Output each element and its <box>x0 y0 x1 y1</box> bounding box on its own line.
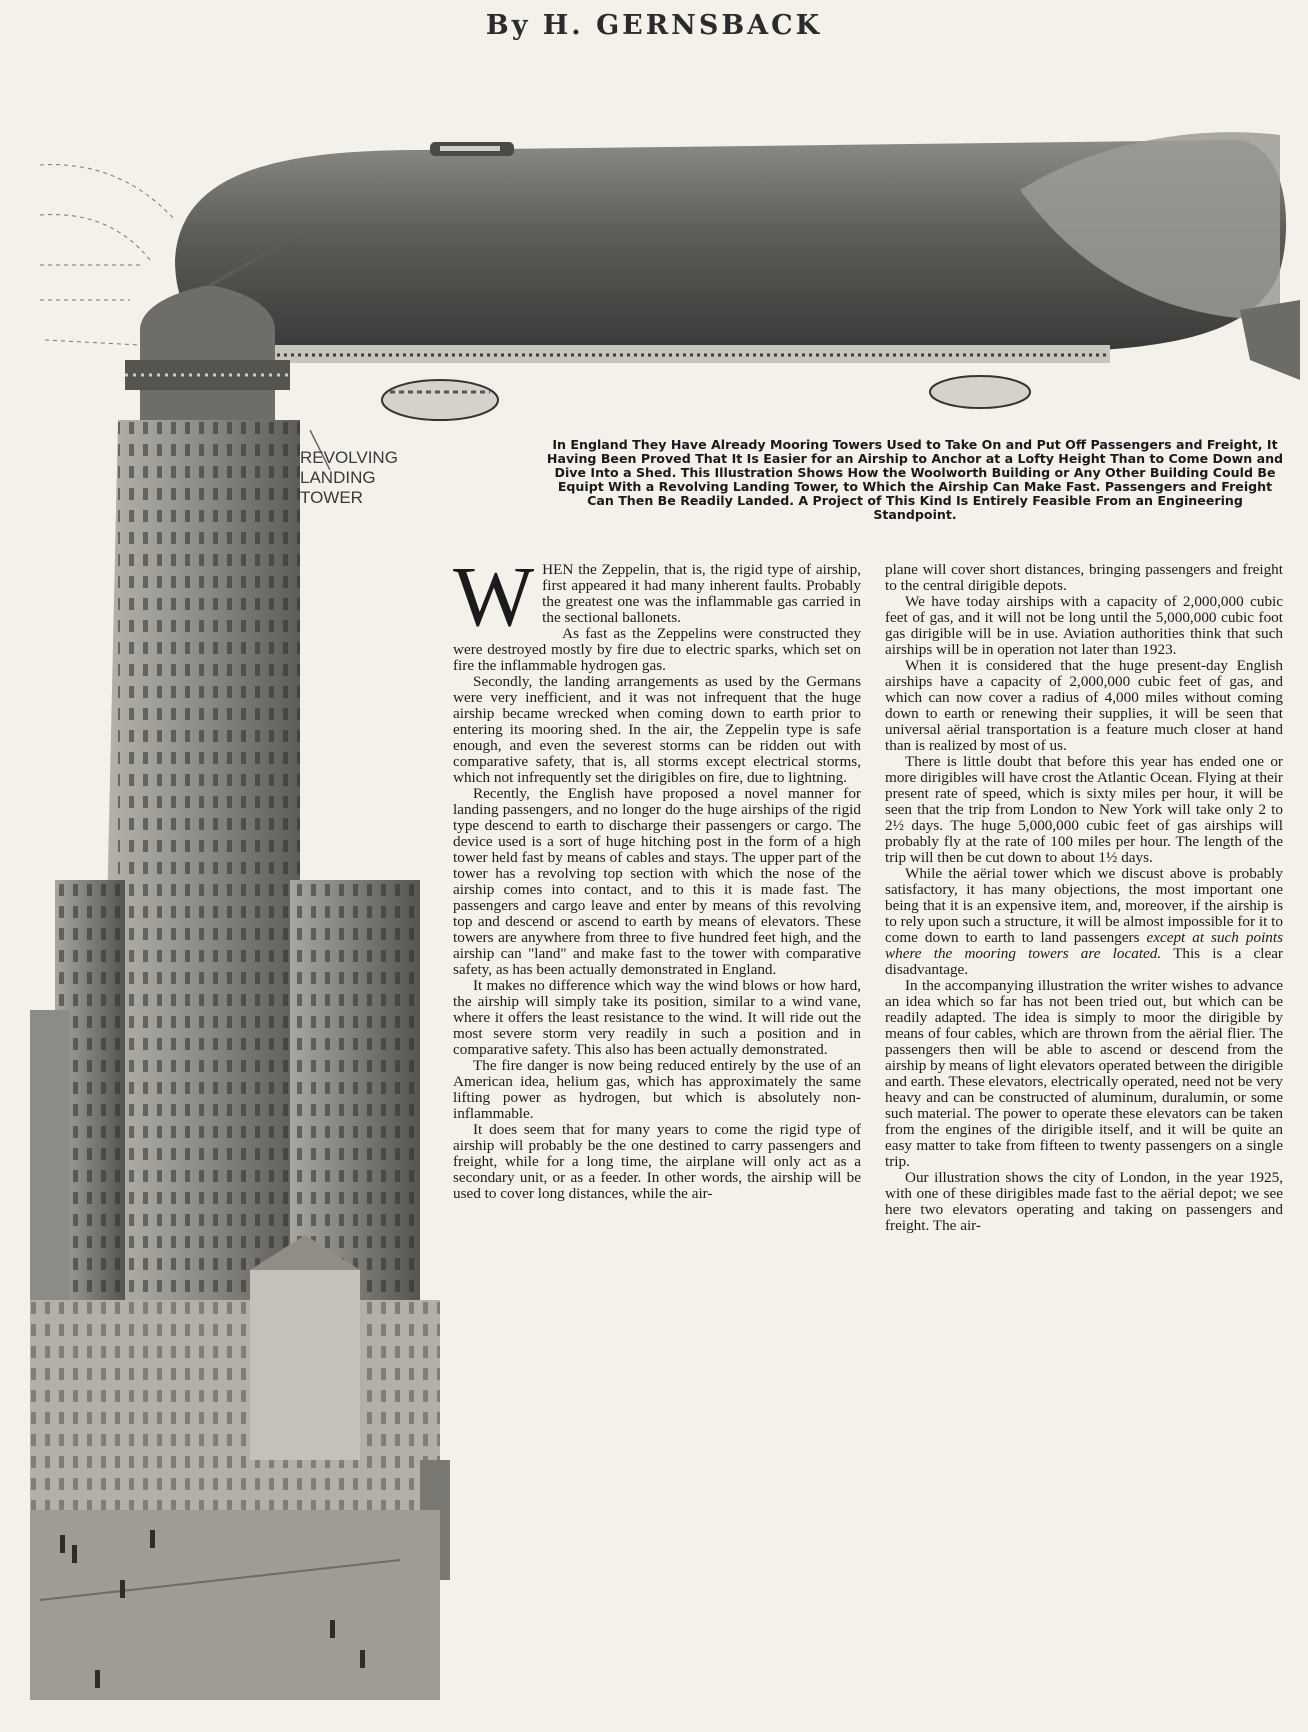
article-paragraph: Recently, the English have proposed a novel manner for landing passengers, and no longer do the huge airships of the rigid type descend to earth to discharge their passengers or cargo. The device used is a sort of huge hitching post in the form of a high tower held fast by means of cables and stays. The upper part of the tower has a revolving top section with which the nose of the airship comes into contact, and to this it is made fast. The passengers and cargo leave and enter by means of this revolving top and descend or ascend to earth by means of elevators. These towers are anywhere from three to five hundred feet high, and the airship can "land" and make fast to the tower with comparative safety, as has been actually demonstrated in England. <box>453 785 861 978</box>
article-paragraph: In the accompanying illustration the writer wishes to advance an idea which so far has not been tried out, but which can be readily adapted. The idea is simply to moor the dirigible by means of four cables, which are thrown from the aërial flier. The passengers then will be able to ascend or descend from the airship by means of light elevators operated between the dirigible and earth. These elevators, electrically operated, need not be very heavy and can be constructed of aluminum, duralumin, or some such material. The power to operate these elevators can be taken from the engines of the dirigible itself, and it will be quite an easy matter to take from fifteen to twenty passengers on a single trip. <box>885 977 1283 1170</box>
article-paragraph: It does seem that for many years to come the rigid type of airship will probably be the one destined to carry passengers and freight, while for a long time, the airplane will only act as a secondary unit, or as a feeder. In other words, the airship will be used to cover long distances, while the air- <box>453 1121 861 1202</box>
lead-paragraph <box>453 548 861 644</box>
emphasis-text: except at such points where the mooring towers are located. <box>885 929 1284 962</box>
article-paragraph: Our illustration shows the city of London, in the year 1925, with one of these dirigibles made fast to the aërial depot; we see here two elevators operating and taking on passengers and freight. The air- <box>885 1169 1283 1234</box>
article-paragraph: There is little doubt that before this year has ended one or more dirigibles will have crost the Atlantic Ocean. Flying at their present rate of speed, which is sixty miles per hour, it will be seen that the trip from London to New York will take only 2 to 2½ days. The huge 5,000,000 cubic feet of gas airships will probably fly at the rate of 100 miles per hour. The length of the trip will then be cut down to about 1½ days. <box>885 753 1283 866</box>
illustration-caption: In England They Have Already Mooring Towers Used to Take On and Put Off Passengers and Freight, It Having Been Proved That It Is Easier for an Airship to Anchor at a Lofty Height Than to Come Down and Dive Into a Shed. This Illustration Shows How the Woolworth Building or Any Other Building Could Be Equipt With a Revolving Landing Tower, to Which the Airship Can Make Fast. Passengers and Freight Can Then Be Readily Landed. A Project of This Kind Is Entirely Feasible From an Engineering Standpoint. <box>546 437 1284 522</box>
byline: By H. GERNSBACK <box>485 10 823 41</box>
article-paragraph: The fire danger is now being reduced entirely by the use of an American idea, helium gas, which has approximately the same lifting power as hydrogen, but which is absolutely non-inflammable. <box>453 1057 861 1122</box>
article-column-right <box>885 562 1283 1234</box>
airship <box>175 132 1300 420</box>
tower-label-line: REVOLVING <box>300 448 398 467</box>
article-paragraph: When it is considered that the huge present-day English airships have a capacity of 2,000,000 cubic feet of gas, and which can now cover a radius of 4,000 miles without coming down to earth or renewing their supplies, it will be seen that universal aërial transportation is a feature much closer at hand than is realized by most of us. <box>885 657 1283 754</box>
tower-label-line: LANDING <box>300 468 376 487</box>
tower-label-line: TOWER <box>300 488 363 507</box>
paragraph-text: This is a clear disadvantage. <box>885 945 1283 978</box>
tower-label <box>300 448 398 508</box>
article-column-left <box>453 548 861 1202</box>
paragraph-text: While the aërial tower which we discust above is probably satisfactory, it has many objections, the most important one being that it is an expensive item, and, moreover, if the airship is to rely upon such a structure, it will be almost impossible for it to come down to earth to land passengers <box>885 865 1283 946</box>
article-paragraph: plane will cover short distances, bringing passengers and freight to the central dirigible depots. <box>885 561 1283 594</box>
article-paragraph: Secondly, the landing arrangements as used by the Germans were very inefficient, and it was not infrequent that the huge airship became wrecked when coming down to earth prior to entering its mooring shed. In the air, the Zeppelin type is safe enough, and even the severest storms can be ridden out with comparative safety, that is, all storms except electrical storms, which not infrequently set the dirigibles on fire, due to lightning. <box>453 673 861 786</box>
article-paragraph: As fast as the Zeppelins were constructed they were destroyed mostly by fire due to electric sparks, which set on fire the inflammable hydrogen gas. <box>453 625 861 674</box>
article-paragraph <box>885 866 1283 978</box>
woolworth-building <box>30 420 450 1700</box>
article-paragraph: It makes no difference which way the wind blows or how hard, the airship will simply take its position, similar to a wind vane, where it offers the least resistance to the wind. It will ride out the most severe storm very readily in such a position and in comparative safety. This also has been actually demonstrated. <box>453 977 861 1058</box>
article-paragraph: We have today airships with a capacity of 2,000,000 cubic feet of gas, and it will not be long until the 5,000,000 cubic foot gas dirigible will be in use. Aviation authorities think that such airships will be in operation not later than 1923. <box>885 593 1283 658</box>
lead-text: HEN the Zeppelin, that is, the rigid type of airship, first appeared it had many inherent faults. Probably the greatest one was the inflammable gas carried in the sectional ballonets. <box>542 561 861 626</box>
drop-cap: W <box>453 548 535 644</box>
